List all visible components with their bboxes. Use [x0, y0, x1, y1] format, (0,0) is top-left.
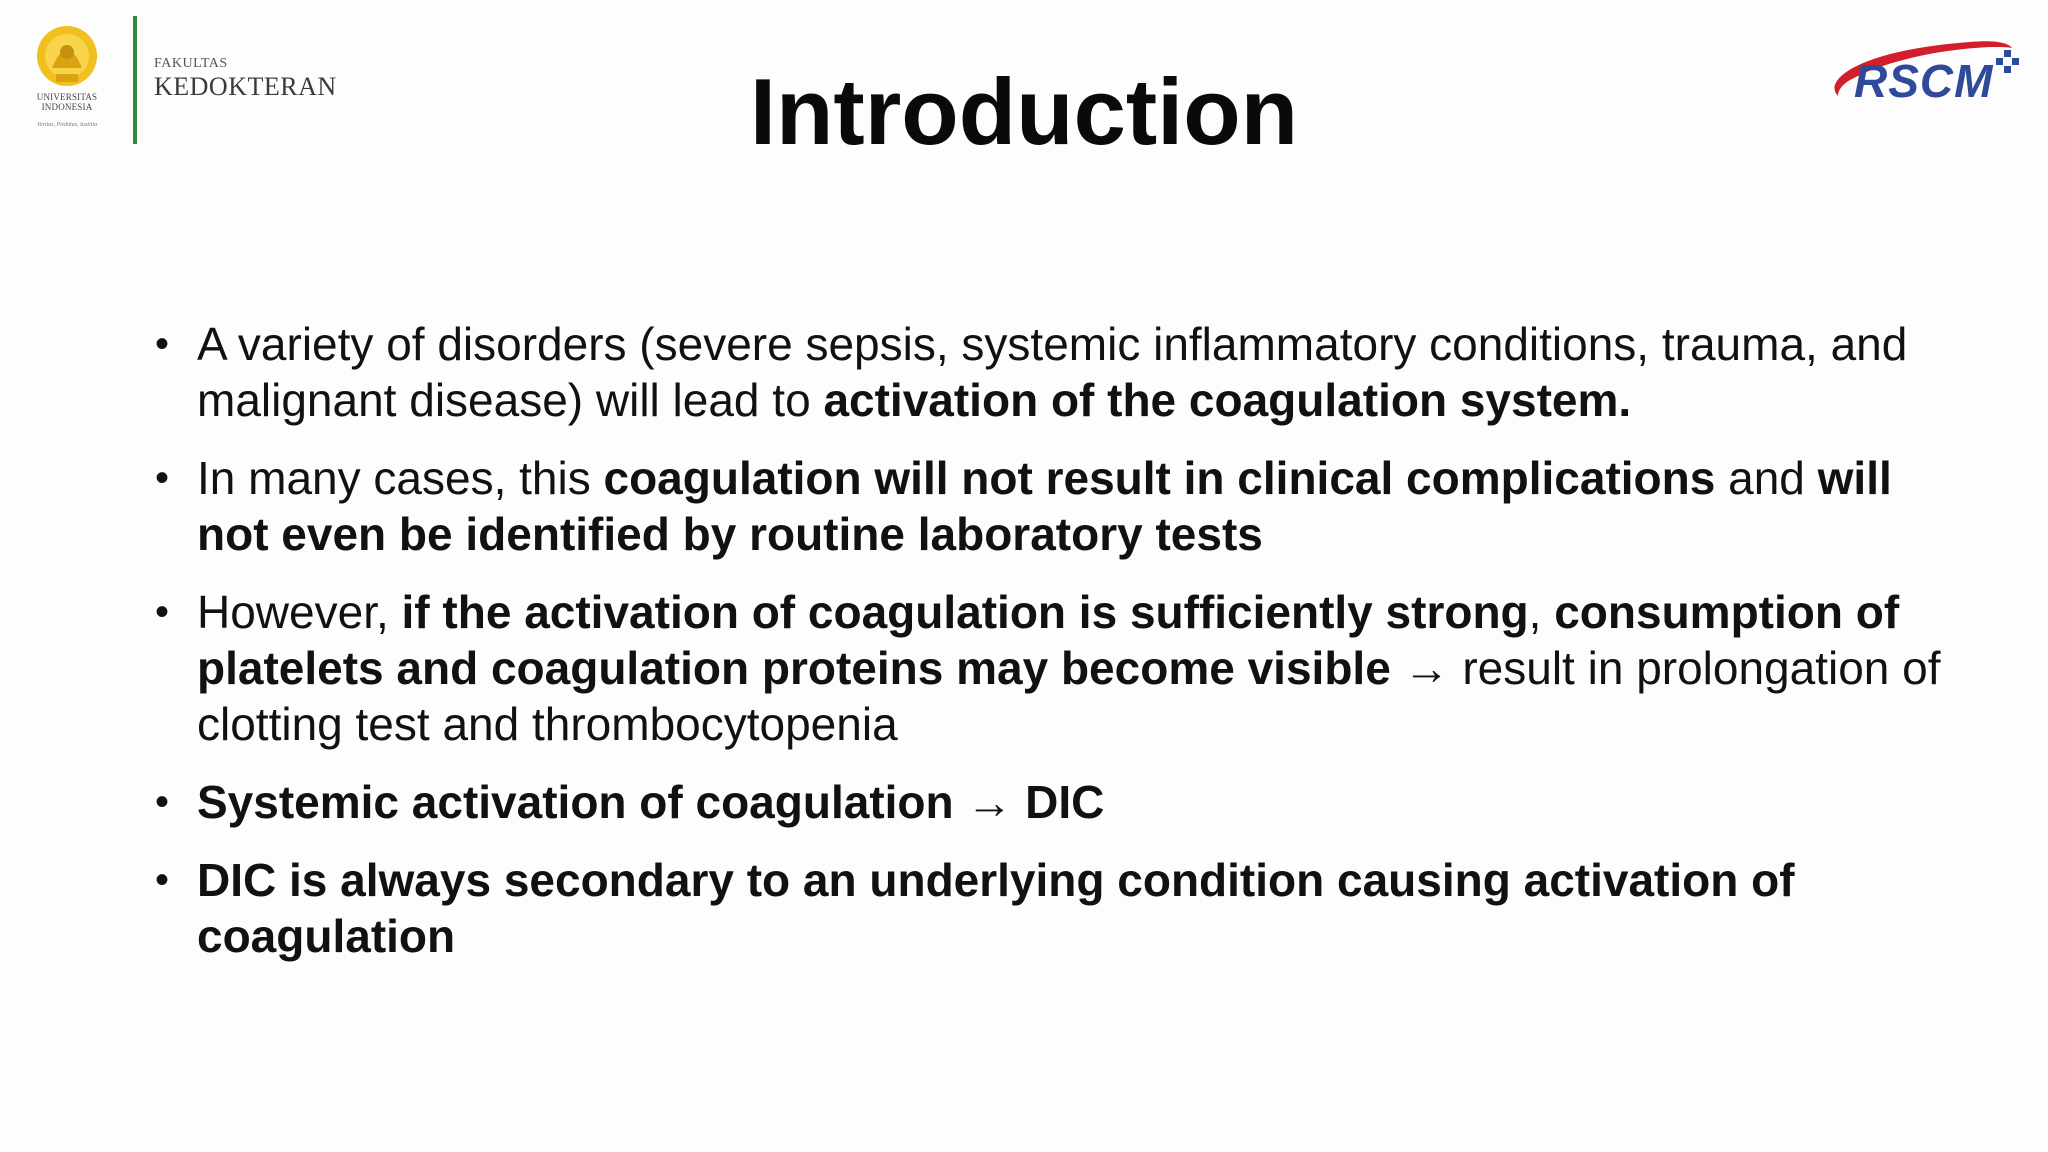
bullet-item: [155, 316, 1975, 428]
bullet-text-bold: consumption of platelets and coagulation proteins may become visible: [197, 586, 1900, 694]
bullet-text: ,: [1528, 586, 1555, 638]
university-caption-line2: INDONESIA: [41, 102, 93, 112]
bullet-text: and: [1715, 452, 1818, 504]
bullet-text-bold: DIC is always secondary to an underlying condition causing activation of coagulation: [197, 854, 1795, 962]
faculty-label-small: FAKULTAS: [154, 56, 228, 71]
bullet-text-bold: will not even be identified by routine laboratory tests: [197, 452, 1892, 560]
rscm-text: RSCM: [1854, 55, 1994, 107]
bullet-text: In many cases, this: [197, 452, 604, 504]
bullet-dot-icon: •: [155, 858, 170, 902]
bullet-text: However,: [197, 586, 402, 638]
bullet-text: A variety of disorders (severe sepsis, systemic inflammatory conditions, trauma, and malignant disease) will lead to: [197, 318, 1908, 426]
bullet-dot-icon: •: [155, 780, 170, 824]
bullet-text-bold: if the activation of coagulation is sufficiently strong: [401, 586, 1529, 638]
bullet-dot-icon: •: [155, 590, 170, 634]
bullet-dot-icon: •: [155, 456, 170, 500]
bullet-item: [155, 450, 1975, 562]
bullet-text-bold: coagulation will not result in clinical complications: [603, 452, 1716, 504]
bullet-item: [155, 584, 1975, 752]
bullet-text-bold: activation of the coagulation system.: [823, 374, 1632, 426]
bullet-list: [155, 316, 1975, 986]
bullet-dot-icon: •: [155, 322, 170, 366]
faculty-label-big: KEDOKTERAN: [154, 72, 337, 101]
university-motto: Veritas, Probitas, Iustitia: [36, 122, 98, 128]
bullet-item: [155, 852, 1975, 964]
bullet-item: [155, 774, 1975, 830]
university-caption-line1: UNIVERSITAS: [36, 92, 98, 102]
slide-title: Introduction: [749, 59, 1299, 164]
bullet-text: → result in prolongation of clotting test and thrombocytopenia: [197, 642, 1941, 750]
bullet-text-bold: Systemic activation of coagulation → DIC: [197, 776, 1105, 828]
